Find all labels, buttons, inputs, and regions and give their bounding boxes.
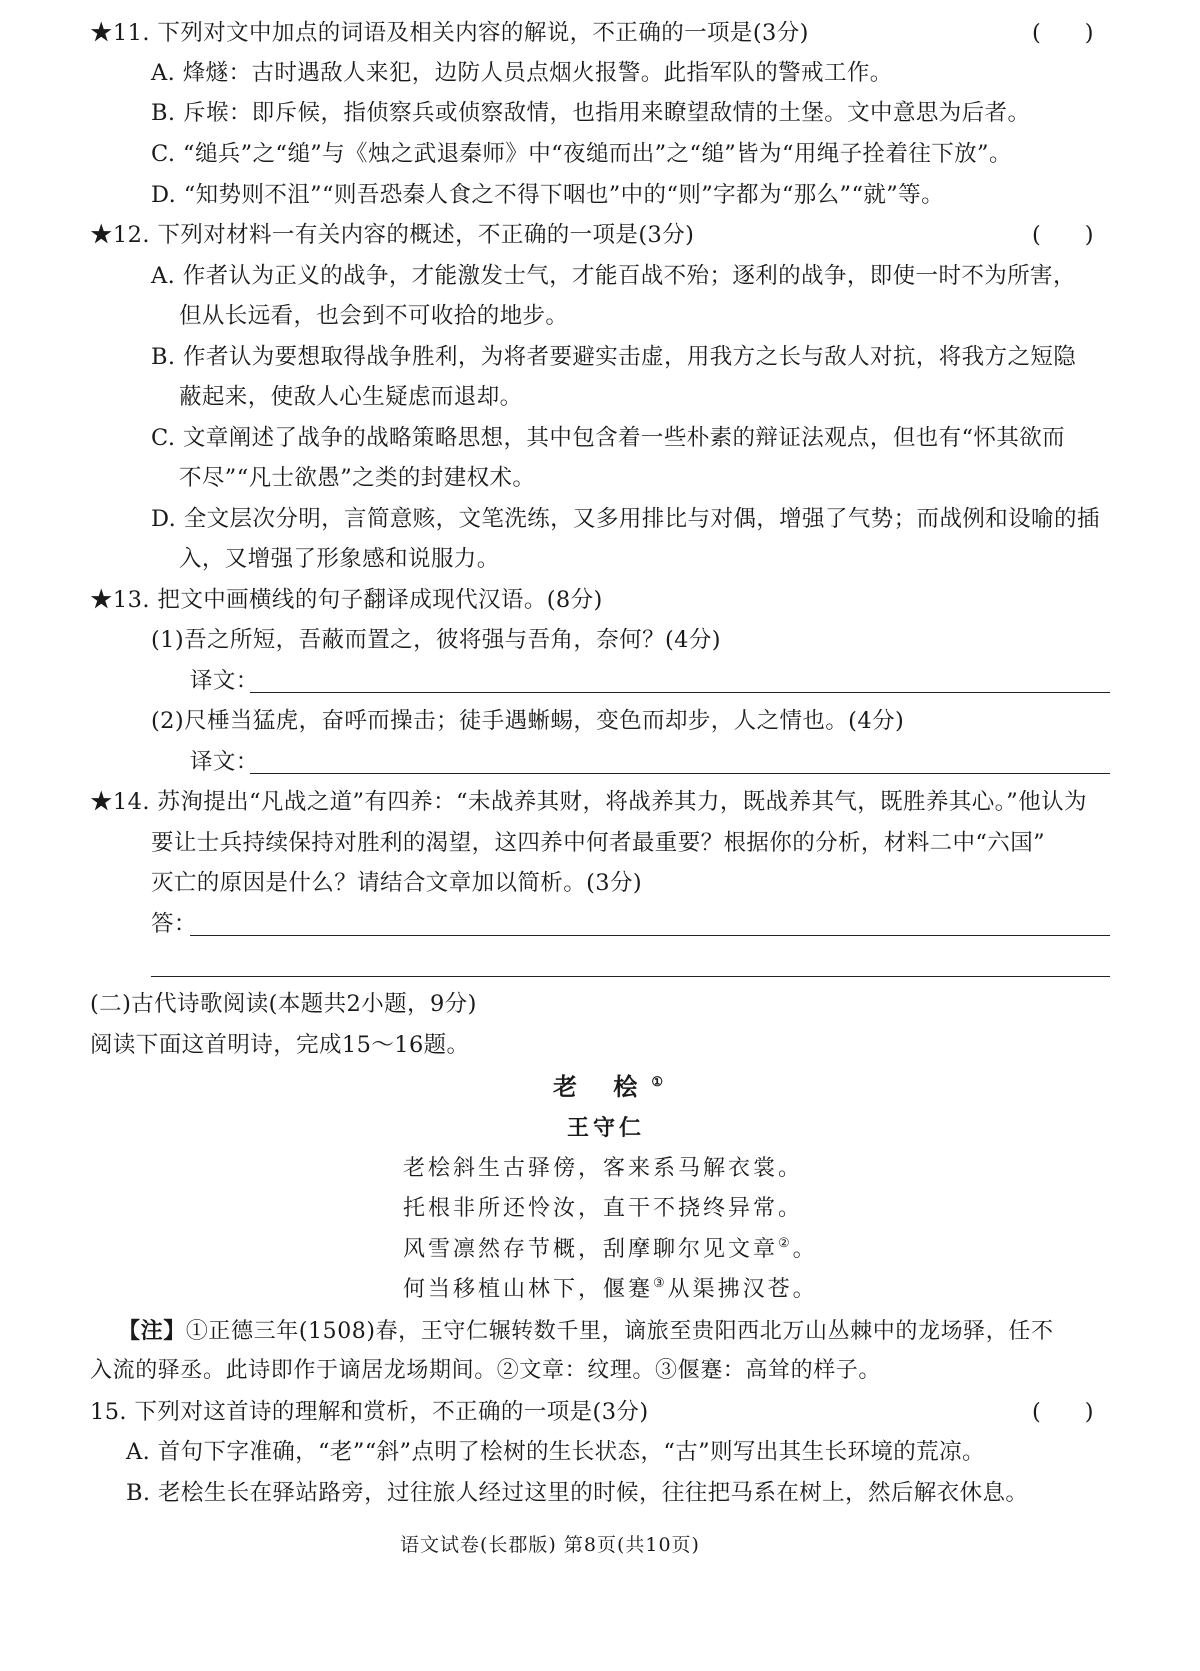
poem-author: 王守仁 xyxy=(567,1115,646,1141)
q13-stem: ★13. 把文中画横线的句子翻译成现代汉语。(8分) xyxy=(90,587,603,613)
poem-note-marker: ③ xyxy=(653,1276,668,1291)
notes-text: ①正德三年(1508)春，王守仁辗转数千里，谪旅至贵阳西北万山丛棘中的龙场驿，任不 xyxy=(185,1319,1054,1344)
section2-heading: (二)古代诗歌阅读(本题共2小题，9分) xyxy=(90,991,477,1017)
poem-line-tail: 。 xyxy=(792,1237,818,1262)
q12-option-b-line2: 蔽起来，使敌人心生疑虑而退却。 xyxy=(179,384,523,410)
poem-notes-line1 xyxy=(118,1316,1054,1347)
poem-line-2 xyxy=(403,1194,803,1224)
q13-sub2: (2)尺棰当猛虎，奋呼而操击；徒手遇蜥蜴，变色而却步，人之情也。(4分) xyxy=(151,708,905,734)
q12-option-a-line1: A. 作者认为正义的战争，才能激发士气，才能百战不殆；逐利的战争，即使一时不为所害， xyxy=(151,263,1076,289)
q13-answer-line-2[interactable] xyxy=(250,773,1110,774)
q14-answer-line-2[interactable] xyxy=(151,976,1110,977)
q15-stem: 15. 下列对这首诗的理解和赏析，不正确的一项是(3分) xyxy=(90,1399,649,1425)
q12-option-d-line2: 入，又增强了形象感和说服力。 xyxy=(179,546,500,572)
poem-title-text: 老 桧 xyxy=(553,1072,652,1101)
q11-option-a: A. 烽燧：古时遇敌人来犯，边防人员点烟火报警。此指军队的警戒工作。 xyxy=(151,60,893,86)
q14-line2: 要让士兵持续保持对胜利的渴望，这四养中何者最重要？根据你的分析，材料二中“六国” xyxy=(151,830,1046,856)
q14-line3: 灭亡的原因是什么？请结合文章加以简析。(3分) xyxy=(151,870,643,896)
q15-answer-bracket xyxy=(1032,1397,1094,1427)
poem-line-tail: 从渠拂汉苍。 xyxy=(667,1277,818,1302)
poem-line-text: 风雪凛然存节概，刮摩聊尔见文章 xyxy=(403,1237,779,1262)
poem-line-1 xyxy=(403,1154,803,1184)
poem-title-note-marker: ① xyxy=(651,1075,678,1090)
notes-label: 【注】 xyxy=(118,1318,186,1344)
q12-option-a-line2: 但从长远看，也会到不可收拾的地步。 xyxy=(179,303,569,329)
q11-option-b: B. 斥堠：即斥候，指侦察兵或侦察敌情，也指用来瞭望敌情的土堡。文中意思为后者。 xyxy=(151,100,1031,126)
q11-stem: ★11. 下列对文中加点的词语及相关内容的解说，不正确的一项是(3分) xyxy=(90,20,809,46)
q12-stem: ★12. 下列对材料一有关内容的概述，不正确的一项是(3分) xyxy=(90,222,695,248)
q12-option-c-line2: 不尽”“凡士欲愚”之类的封建权术。 xyxy=(179,465,536,491)
poem-line-text: 老桧斜生古驿傍，客来系马解衣裳。 xyxy=(403,1156,804,1181)
q11-answer-bracket xyxy=(1032,18,1094,48)
q11-option-d: D. “知势则不沮”“则吾恐秦人食之不得下咽也”中的“则”字都为“那么”“就”等。 xyxy=(151,182,944,208)
bracket-open: ( xyxy=(1032,1399,1041,1425)
poem-notes-line2: 入流的驿丞。此诗即作于谪居龙场期间。②文章：纹理。③偃蹇：高耸的样子。 xyxy=(90,1358,882,1383)
q14-answer-label: 答： xyxy=(151,911,197,937)
q13-answer-line-1[interactable] xyxy=(250,692,1110,693)
q15-option-a: A. 首句下字准确，“老”“斜”点明了桧树的生长状态，“古”则写出其生长环境的荒凉。 xyxy=(126,1439,985,1465)
bracket-close: ) xyxy=(1084,20,1094,46)
poem-line-text: 何当移植山林下，偃蹇 xyxy=(403,1277,654,1302)
bracket-open: ( xyxy=(1032,20,1041,46)
q12-answer-bracket xyxy=(1032,220,1094,250)
poem-line-text: 托根非所还怜汝，直干不挠终异常。 xyxy=(403,1196,804,1221)
bracket-close: ) xyxy=(1084,1399,1094,1425)
poem-title xyxy=(553,1072,677,1102)
q14-answer-line-1[interactable] xyxy=(190,935,1110,936)
q15-option-b: B. 老桧生长在驿站路旁，过往旅人经过这里的时候，往往把马系在树上，然后解衣休息。 xyxy=(126,1480,1029,1506)
poem-note-marker: ② xyxy=(778,1236,793,1251)
q11-option-c: C. “缒兵”之“缒”与《烛之武退秦师》中“夜缒而出”之“缒”皆为“用绳子拴着往下放”。 xyxy=(151,141,1012,167)
bracket-close: ) xyxy=(1084,222,1094,248)
page-footer: 语文试卷(长郡版) 第8页(共10页) xyxy=(400,1534,700,1556)
q12-option-d-line1: D. 全文层次分明，言简意赅，文笔洗练，又多用排比与对偶，增强了气势；而战例和设喻的插 xyxy=(151,506,1100,532)
q13-sub1: (1)吾之所短，吾蔽而置之，彼将强与吾角，奈何？(4分) xyxy=(151,627,721,653)
q13-translation-label-2: 译文： xyxy=(190,749,259,775)
bracket-open: ( xyxy=(1032,222,1041,248)
q13-translation-label-1: 译文： xyxy=(190,668,259,694)
poem-line-4 xyxy=(403,1275,818,1305)
poem-line-3 xyxy=(403,1235,818,1265)
q12-option-c-line1: C. 文章阐述了战争的战略策略思想，其中包含着一些朴素的辩证法观点，但也有“怀其欲而 xyxy=(151,425,1066,451)
q12-option-b-line1: B. 作者认为要想取得战争胜利，为将者要避实击虚，用我方之长与敌人对抗，将我方之短隐 xyxy=(151,344,1077,370)
section2-intro: 阅读下面这首明诗，完成15～16题。 xyxy=(90,1032,470,1058)
q14-line1: ★14. 苏洵提出“凡战之道”有四养：“未战养其财，将战养其力，既战养其气，既胜养其心。”他认为 xyxy=(90,789,1087,815)
